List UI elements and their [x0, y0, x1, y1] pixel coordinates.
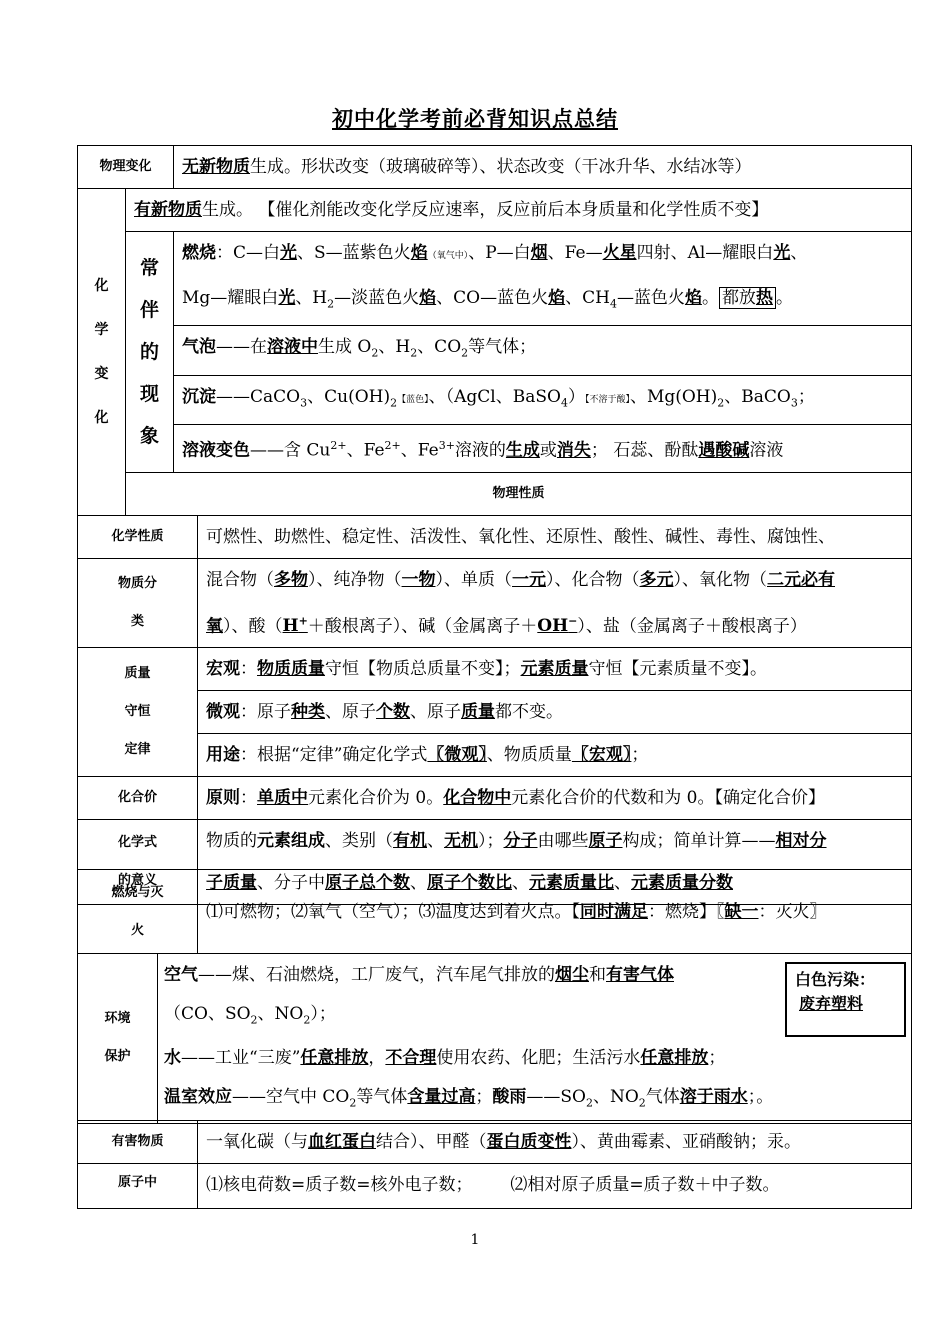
subscript: 2 [390, 396, 398, 410]
text: ； [797, 386, 815, 407]
text: 、CH [565, 288, 610, 308]
keyword: 缺一 [724, 901, 759, 922]
heading: 燃烧 [182, 243, 217, 263]
subscript: 2 [410, 346, 418, 360]
cell-new-substance [126, 189, 912, 232]
cell-burn [174, 232, 912, 326]
text: 四射、Al—耀眼白 [636, 243, 774, 263]
text: 、Cu(OH) [307, 386, 391, 407]
label-line: 化学式 [118, 835, 158, 851]
text: 、Fe— [547, 243, 603, 263]
keyword: 一物 [401, 569, 436, 590]
subscript: 4 [609, 297, 617, 311]
text: H [282, 616, 299, 637]
text: ——SO [526, 1087, 586, 1108]
label-conservation [78, 648, 198, 777]
text: 和 [589, 965, 606, 985]
line [206, 559, 911, 601]
char: 的 [140, 340, 160, 363]
line [182, 232, 911, 277]
heading: 微观 [206, 702, 241, 723]
knowledge-table-lower [77, 869, 912, 954]
row-conservation-macro [78, 648, 912, 691]
text: ）、单质（ [435, 569, 513, 590]
row-chemical-property [78, 515, 912, 558]
keyword: 种类 [291, 702, 326, 723]
text: ； 石蕊、酚酞 [590, 440, 699, 461]
label-line: 质量 [124, 666, 151, 682]
text: 物质的 [206, 831, 258, 852]
line [164, 1078, 911, 1122]
text: ； [708, 1048, 726, 1069]
text: 生成。 【催化剂能改变化学反应速率，反应前后本身质量和化学性质不变】 [202, 200, 769, 220]
heading: 水 [164, 1048, 181, 1069]
text: ： [240, 788, 258, 809]
heading: 元素组成 [257, 831, 326, 852]
keyword: 同时满足 [580, 901, 648, 922]
keyword: 多元 [639, 569, 674, 590]
char: 化 [94, 277, 109, 294]
text: （CO、SO [164, 1004, 251, 1024]
text: ）； [310, 1004, 336, 1024]
keyword: 烟尘 [555, 965, 589, 985]
text: 使用农药、化肥；生活污水 [436, 1048, 641, 1069]
subscript: 4 [560, 396, 568, 410]
keyword: 溶于雨水 [679, 1087, 748, 1108]
text: 、 [512, 873, 530, 894]
text: ＋酸根离子）、碱（金属离子＋ [307, 616, 538, 637]
keyword: 有害气体 [606, 965, 674, 985]
row-atom [78, 1164, 912, 1209]
text: 、 [614, 873, 632, 894]
text: 、H [378, 337, 411, 358]
row-physical-change [78, 146, 912, 189]
row-precipitate [78, 375, 912, 424]
row-harmful [78, 1121, 912, 1164]
keyword: 〖微观〗 [427, 745, 487, 766]
row-color-change [78, 425, 912, 473]
label-line: 定律 [124, 742, 151, 758]
row-classification [78, 558, 912, 648]
keyword: 元素质量分数 [631, 873, 734, 894]
keyword: 一元 [512, 569, 547, 590]
cell-color-change [174, 425, 912, 473]
white-pollution-text: 废弃塑料 [799, 994, 864, 1013]
superscript: + [298, 614, 308, 628]
text: 混合物（ [206, 569, 275, 590]
cell-physical-change [174, 146, 912, 189]
cell-combustion [198, 870, 912, 954]
keyword: 血红蛋白 [308, 1132, 376, 1152]
char: 常 [140, 256, 160, 279]
cell-conservation-use [198, 734, 912, 777]
label-harmful: 有害物质 [78, 1121, 198, 1164]
subscript: 2 [638, 1096, 646, 1110]
text: ⑴可燃物；⑵氧气（空气）；⑶温度达到着火点。【 [206, 901, 580, 922]
label-physical-property: 物理性质 [126, 472, 912, 515]
heading: 用途 [206, 745, 241, 766]
cell-conservation-micro [198, 691, 912, 734]
text: ——煤、石油燃烧，工厂废气，汽车尾气排放的 [198, 965, 555, 985]
text: —淡蓝色火 [334, 288, 420, 308]
text: OH [537, 616, 569, 637]
text: 生成 O [318, 337, 372, 358]
text: ）、酸（ [223, 616, 283, 637]
superscript: 2+ [330, 439, 347, 453]
keyword: 二元必有 [767, 569, 836, 590]
text: 、 [427, 831, 445, 852]
label-classification [78, 558, 198, 648]
keyword: 相对分 [775, 831, 827, 852]
text: 。 [775, 288, 793, 308]
subscript: 2 [349, 1096, 357, 1110]
label-line: 的意义 [118, 873, 158, 889]
cell-precipitate [174, 375, 912, 424]
text: 、P—白 [468, 243, 531, 263]
text: 由哪些 [537, 831, 589, 852]
subscript: 2 [461, 346, 469, 360]
text: 、NO [257, 1004, 304, 1024]
label-chemical-change [78, 189, 126, 516]
cell-classification [198, 558, 912, 648]
text: ；。 [747, 1087, 774, 1108]
row-combustion [78, 870, 912, 954]
text: 、NO [592, 1087, 639, 1108]
keyword: 遇酸碱 [698, 440, 750, 461]
text: ：根据“定律”确定化学式 [240, 745, 428, 766]
text: 、类别（ [325, 831, 394, 852]
text: 守恒【物质总质量不变】； [325, 659, 521, 680]
page-number: 1 [470, 1232, 480, 1248]
line [206, 601, 911, 648]
heading: 宏观 [206, 659, 241, 680]
subscript: 2 [371, 346, 379, 360]
cell-chemical-property: 可燃性、助燃性、稳定性、活泼性、氧化性、还原性、酸性、碱性、毒性、腐蚀性、 [198, 515, 912, 558]
heading: 酸雨 [492, 1087, 527, 1108]
text: 、CO—蓝色火 [436, 288, 549, 308]
keyword [537, 616, 577, 636]
text: 、物质质量 [486, 745, 572, 766]
keyword: 焰 [684, 288, 702, 308]
text: 、（AgCl、BaSO [428, 386, 561, 407]
heading: 沉淀 [182, 386, 217, 407]
label-line: 类 [131, 614, 145, 630]
label-environment [78, 954, 158, 1124]
heading: 原则 [206, 788, 241, 809]
text: 、H [295, 288, 328, 308]
row-valence [78, 777, 912, 820]
line [206, 820, 911, 862]
text: 、原子 [410, 702, 462, 723]
keyword: 光 [773, 243, 791, 263]
white-pollution-title: 白色污染： [795, 970, 876, 989]
char: 伴 [140, 298, 160, 321]
text: 都放 [721, 288, 756, 308]
keyword: 蛋白质变性 [486, 1132, 572, 1152]
row-chemical-change [78, 189, 912, 232]
text: 、原子 [325, 702, 377, 723]
text: ）、盐（金属离子＋酸根离子） [577, 616, 807, 637]
label-line: 火 [130, 922, 144, 938]
text: ） [567, 386, 585, 407]
superscript: 3+ [438, 439, 455, 453]
row-bubble [78, 326, 912, 375]
keyword: 单质中 [257, 788, 309, 809]
subscript: 2 [303, 1013, 311, 1027]
keyword: 氧 [206, 616, 224, 637]
text: 气体 [645, 1087, 680, 1108]
superscript: − [568, 614, 578, 628]
keyword: 含量过高 [407, 1087, 476, 1108]
keyword: 原子 [588, 831, 623, 852]
text: 守恒【元素质量不变】。 [588, 659, 768, 680]
keyword: 热 [755, 288, 773, 308]
keyword: 〖宏观〗 [571, 745, 632, 766]
keyword: 原子个数比 [427, 873, 513, 894]
note: （氧气中） [427, 251, 469, 261]
text: 元素化合价为 0。 [308, 788, 444, 809]
text: ： [240, 659, 258, 680]
text: 、Fe [346, 440, 385, 461]
label-line: 燃烧与灭 [111, 884, 164, 900]
text: 元素化合价的代数和为 0。【确定化合价】 [511, 788, 825, 809]
keyword: 不合理 [385, 1048, 437, 1069]
text: 都不变。 [495, 702, 564, 723]
text: ）、黄曲霉素、亚硝酸钠；汞。 [571, 1132, 801, 1152]
line [182, 277, 911, 325]
text: ——工业“三废” [181, 1048, 301, 1069]
keyword: 质量 [461, 702, 496, 723]
heading: 溶液变色 [182, 440, 251, 461]
keyword: 原子总个数 [325, 873, 411, 894]
heading: 气泡 [182, 337, 217, 358]
text: 、Mg(OH) [629, 386, 718, 407]
keyword [283, 616, 308, 636]
text: ——CaCO [216, 386, 301, 407]
text: 、分子中 [257, 873, 326, 894]
text: ——空气中 CO [232, 1087, 350, 1108]
text: 结合）、甲醛（ [376, 1132, 487, 1152]
text: ——含 Cu [250, 440, 331, 461]
keyword: 光 [278, 288, 296, 308]
page-title: 初中化学考前必背知识点总结 [332, 106, 618, 131]
cell-bubble [174, 326, 912, 375]
text: ：灭火〗 [758, 901, 827, 922]
keyword: 元素质量 [520, 659, 589, 680]
row-burn [78, 232, 912, 326]
text: ）、化合物（ [546, 569, 640, 590]
char: 学 [94, 321, 109, 338]
text: 、CO [417, 337, 462, 358]
text: ； [631, 745, 649, 766]
keyword: 物质质量 [257, 659, 326, 680]
char: 化 [94, 409, 109, 426]
knowledge-table [77, 145, 912, 905]
subscript: 3 [790, 396, 798, 410]
keyword: 元素质量比 [529, 873, 615, 894]
keyword: 有新物质 [134, 200, 202, 220]
subscript: 2 [327, 297, 335, 311]
text: ）； [478, 831, 504, 852]
line [164, 1039, 911, 1078]
text: 、 [790, 243, 808, 263]
superscript: 2+ [384, 439, 401, 453]
keyword: 烟 [530, 243, 548, 263]
keyword: 个数 [376, 702, 411, 723]
text: 生成。形状改变（玻璃破碎等）、状态改变（干冰升华、水结冰等） [250, 157, 752, 177]
label-line: 守恒 [124, 704, 151, 720]
keyword: 焰 [548, 288, 566, 308]
text: 或 [539, 440, 557, 461]
heading: 温室效应 [164, 1087, 232, 1108]
cell-harmful [198, 1121, 912, 1164]
char: 变 [94, 365, 109, 382]
text: 、S—蓝紫色火 [297, 243, 411, 263]
label-line: 物质分 [118, 576, 158, 592]
keyword: 任意排放 [300, 1048, 369, 1069]
text: 。 [701, 288, 719, 308]
text: 等气体 [356, 1087, 408, 1108]
keyword: 无机 [444, 831, 479, 852]
text: 、 [410, 873, 428, 894]
label-line: 环境 [104, 1011, 131, 1027]
text: ：燃烧】〖 [648, 901, 725, 922]
text: ， [368, 1048, 386, 1069]
text: 、Fe [400, 440, 439, 461]
text: —蓝色火 [616, 288, 685, 308]
boxed-note [719, 287, 776, 309]
keyword: 任意排放 [640, 1048, 709, 1069]
white-pollution-box [785, 962, 906, 1037]
cell-conservation-macro [198, 648, 912, 691]
char: 象 [140, 424, 160, 447]
label-line: 保护 [104, 1049, 131, 1065]
cell-valence [198, 777, 912, 820]
text: ； [475, 1087, 493, 1108]
label-atom: 原子中 [78, 1164, 198, 1209]
label-combustion [78, 870, 198, 954]
text: ：C—白 [216, 243, 281, 263]
keyword: 焰 [419, 288, 437, 308]
char: 现 [140, 382, 160, 405]
heading: 空气 [164, 965, 198, 985]
text: Mg—耀眼白 [182, 288, 279, 308]
keyword: 多物 [274, 569, 309, 590]
label-valence: 化合价 [78, 777, 198, 820]
row-conservation-micro [78, 691, 912, 734]
text: ：原子 [240, 702, 292, 723]
text: 构成；简单计算—— [622, 831, 776, 852]
keyword: 无新物质 [182, 157, 251, 177]
row-conservation-use [78, 734, 912, 777]
note: 【蓝色】 [397, 394, 429, 405]
label-phenomena [126, 232, 174, 473]
keyword: 化合物中 [443, 788, 512, 809]
cell-atom: ⑴核电荷数=质子数=核外电子数； ⑵相对原子质量=质子数＋中子数。 [198, 1164, 912, 1209]
subscript: 2 [585, 1096, 593, 1110]
text: 溶液的 [454, 440, 506, 461]
row-physical-property [78, 472, 912, 515]
text: 、BaCO [724, 386, 791, 407]
keyword: 溶液中 [267, 337, 319, 358]
text: 等气体； [468, 337, 537, 358]
keyword: 子质量 [206, 873, 258, 894]
subscript: 2 [717, 396, 725, 410]
text: ——在 [216, 337, 268, 358]
keyword: 有机 [393, 831, 428, 852]
keyword: 分子 [503, 831, 538, 852]
subscript: 2 [250, 1013, 258, 1027]
knowledge-table-bottom [77, 1120, 912, 1209]
keyword: 焰 [410, 243, 428, 263]
note: 【不溶于酸】 [584, 394, 630, 405]
text: ）、氧化物（ [673, 569, 768, 590]
subscript: 3 [300, 396, 308, 410]
text: 一氧化碳（与 [206, 1132, 308, 1152]
text: ）、纯净物（ [308, 569, 402, 590]
label-chemical-property: 化学性质 [78, 515, 198, 558]
label-physical-change: 物理变化 [78, 146, 174, 189]
keyword: 火星 [602, 243, 637, 263]
keyword: 消失 [556, 440, 591, 461]
keyword: 生成 [505, 440, 540, 461]
text: 溶液 [749, 440, 784, 461]
keyword: 光 [280, 243, 298, 263]
